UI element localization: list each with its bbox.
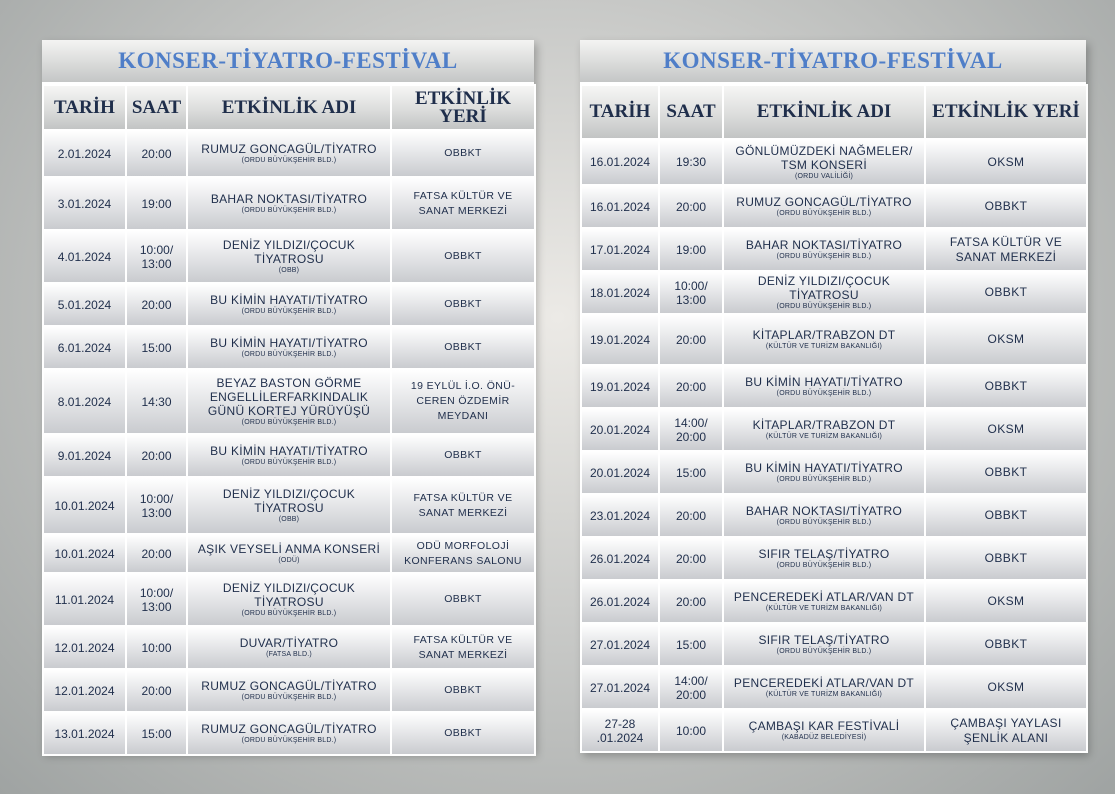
time-cell: 10:00/ 13:00 <box>126 573 187 626</box>
event-name: BAHAR NOKTASI/TİYATRO <box>210 192 368 206</box>
date-cell: 20.01.2024 <box>581 408 659 451</box>
schedule-panel-right <box>580 40 1086 752</box>
time-cell: 19:00 <box>659 228 723 271</box>
event-name: AŞIK VEYSELİ ANMA KONSERİ <box>197 542 381 556</box>
event-cell <box>187 230 391 283</box>
event-cell <box>187 177 391 230</box>
event-organizer: (ORDU BÜYÜKŞEHİR BLD.) <box>241 308 337 315</box>
venue-cell: OBBKT <box>925 494 1087 537</box>
event-cell <box>187 669 391 712</box>
time-cell: 14:00/ 20:00 <box>659 408 723 451</box>
event-organizer: (KÜLTÜR VE TURİZM BAKANLIĞI) <box>765 433 883 440</box>
venue-cell: FATSA KÜLTÜR VE SANAT MERKEZİ <box>925 228 1087 271</box>
date-cell: 27.01.2024 <box>581 666 659 709</box>
event-name: DENİZ YILDIZI/ÇOCUK TİYATROSU <box>222 238 356 266</box>
event-name: BU KİMİN HAYATI/TİYATRO <box>210 293 368 307</box>
time-cell: 15:00 <box>126 326 187 369</box>
event-cell <box>723 228 925 271</box>
event-cell <box>187 573 391 626</box>
time-cell: 20:00 <box>126 534 187 573</box>
table-row <box>43 534 535 573</box>
table-row <box>43 626 535 669</box>
venue-cell: OKSM <box>925 580 1087 623</box>
time-cell: 20:00 <box>659 314 723 365</box>
time-cell: 14:30 <box>126 369 187 434</box>
date-cell: 6.01.2024 <box>43 326 126 369</box>
event-cell <box>187 434 391 477</box>
table-row <box>43 369 535 434</box>
time-cell: 19:00 <box>126 177 187 230</box>
header-time: SAAT <box>126 85 187 130</box>
time-cell: 20:00 <box>659 537 723 580</box>
header-row <box>43 85 535 130</box>
event-name: SIFIR TELAŞ/TİYATRO <box>758 633 890 647</box>
event-name: BEYAZ BASTON GÖRME ENGELLİLERFARKINDALIK GÜNÜ KORTEJ YÜRÜYÜŞÜ <box>207 376 371 418</box>
table-row <box>581 185 1087 228</box>
time-cell: 20:00 <box>126 434 187 477</box>
event-name: DENİZ YILDIZI/ÇOCUK TİYATROSU <box>222 487 356 515</box>
event-organizer: (ORDU BÜYÜKŞEHİR BLD.) <box>776 648 872 655</box>
event-name: RUMUZ GONCAGÜL/TİYATRO <box>201 142 377 156</box>
time-cell: 10:00/ 13:00 <box>659 271 723 314</box>
event-name: BU KİMİN HAYATI/TİYATRO <box>210 336 368 350</box>
time-cell: 10:00 <box>126 626 187 669</box>
event-name: BAHAR NOKTASI/TİYATRO <box>745 238 903 252</box>
event-organizer: (ORDU BÜYÜKŞEHİR BLD.) <box>776 210 872 217</box>
event-cell <box>723 666 925 709</box>
date-cell: 10.01.2024 <box>43 534 126 573</box>
venue-cell: OBBKT <box>391 326 535 369</box>
table-row <box>43 177 535 230</box>
date-cell: 12.01.2024 <box>43 626 126 669</box>
venue-cell: ODÜ MORFOLOJİ KONFERANS SALONU <box>391 534 535 573</box>
date-cell: 13.01.2024 <box>43 712 126 755</box>
venue-cell: OBBKT <box>391 230 535 283</box>
event-cell <box>187 130 391 177</box>
event-cell <box>723 537 925 580</box>
table-row <box>581 228 1087 271</box>
event-organizer: (ORDU BÜYÜKŞEHİR BLD.) <box>776 476 872 483</box>
venue-cell: OBBKT <box>391 712 535 755</box>
header-time: SAAT <box>659 85 723 139</box>
venue-cell: OBBKT <box>925 623 1087 666</box>
event-name: PENCEREDEKİ ATLAR/VAN DT <box>733 590 915 604</box>
event-name: DUVAR/TİYATRO <box>239 636 339 650</box>
table-row <box>43 130 535 177</box>
date-cell: 18.01.2024 <box>581 271 659 314</box>
venue-cell: FATSA KÜLTÜR VE SANAT MERKEZİ <box>391 477 535 534</box>
event-cell <box>723 451 925 494</box>
event-name: KİTAPLAR/TRABZON DT <box>752 328 896 342</box>
table-row <box>43 434 535 477</box>
event-name: BU KİMİN HAYATI/TİYATRO <box>745 375 903 389</box>
date-cell: 19.01.2024 <box>581 365 659 408</box>
table-row <box>43 712 535 755</box>
time-cell: 15:00 <box>659 451 723 494</box>
date-cell: 20.01.2024 <box>581 451 659 494</box>
venue-cell: OKSM <box>925 139 1087 185</box>
time-cell: 10:00/ 13:00 <box>126 477 187 534</box>
date-cell: 27-28 .01.2024 <box>581 709 659 752</box>
table-row <box>43 230 535 283</box>
schedule-panel-left <box>42 40 534 752</box>
date-cell: 26.01.2024 <box>581 537 659 580</box>
date-cell: 8.01.2024 <box>43 369 126 434</box>
event-cell <box>723 623 925 666</box>
venue-cell: OKSM <box>925 314 1087 365</box>
header-row <box>581 85 1087 139</box>
table-row <box>581 139 1087 185</box>
event-organizer: (KABADÜZ BELEDİYESİ) <box>781 734 867 741</box>
venue-cell: FATSA KÜLTÜR VE SANAT MERKEZİ <box>391 626 535 669</box>
venue-cell: OBBKT <box>391 669 535 712</box>
time-cell: 20:00 <box>126 283 187 326</box>
venue-cell: OBBKT <box>925 185 1087 228</box>
venue-cell: OKSM <box>925 666 1087 709</box>
event-name: SIFIR TELAŞ/TİYATRO <box>758 547 890 561</box>
event-organizer: (KÜLTÜR VE TURİZM BAKANLIĞI) <box>765 691 883 698</box>
event-organizer: (ORDU BÜYÜKŞEHİR BLD.) <box>241 459 337 466</box>
venue-cell: OKSM <box>925 408 1087 451</box>
event-name: DENİZ YILDIZI/ÇOCUK TİYATROSU <box>222 581 356 609</box>
event-organizer: (OBB) <box>278 516 300 523</box>
venue-cell: OBBKT <box>391 573 535 626</box>
event-organizer: (ORDU BÜYÜKŞEHİR BLD.) <box>241 351 337 358</box>
event-cell <box>723 365 925 408</box>
venue-cell: FATSA KÜLTÜR VE SANAT MERKEZİ <box>391 177 535 230</box>
event-name: PENCEREDEKİ ATLAR/VAN DT <box>733 676 915 690</box>
event-name: RUMUZ GONCAGÜL/TİYATRO <box>201 722 377 736</box>
date-cell: 23.01.2024 <box>581 494 659 537</box>
event-cell <box>723 314 925 365</box>
date-cell: 17.01.2024 <box>581 228 659 271</box>
event-organizer: (ORDU BÜYÜKŞEHİR BLD.) <box>776 303 872 310</box>
date-cell: 27.01.2024 <box>581 623 659 666</box>
event-cell <box>187 626 391 669</box>
event-organizer: (KÜLTÜR VE TURİZM BAKANLIĞI) <box>765 605 883 612</box>
event-name: RUMUZ GONCAGÜL/TİYATRO <box>736 195 912 209</box>
date-cell: 3.01.2024 <box>43 177 126 230</box>
time-cell: 20:00 <box>659 580 723 623</box>
panel-title: KONSER-TİYATRO-FESTİVAL <box>580 40 1086 84</box>
date-cell: 2.01.2024 <box>43 130 126 177</box>
date-cell: 11.01.2024 <box>43 573 126 626</box>
venue-cell: OBBKT <box>391 434 535 477</box>
event-organizer: (ORDU BÜYÜKŞEHİR BLD.) <box>776 519 872 526</box>
event-cell <box>723 408 925 451</box>
date-cell: 9.01.2024 <box>43 434 126 477</box>
event-cell <box>187 283 391 326</box>
time-cell: 15:00 <box>659 623 723 666</box>
event-name: GÖNLÜMÜZDEKİ NAĞMELER/ TSM KONSERİ <box>735 143 913 172</box>
date-cell: 26.01.2024 <box>581 580 659 623</box>
table-row <box>581 271 1087 314</box>
event-name: BAHAR NOKTASI/TİYATRO <box>745 504 903 518</box>
time-cell: 20:00 <box>126 130 187 177</box>
header-date: TARİH <box>581 85 659 139</box>
event-organizer: (ORDU BÜYÜKŞEHİR BLD.) <box>241 610 337 617</box>
header-date: TARİH <box>43 85 126 130</box>
date-cell: 4.01.2024 <box>43 230 126 283</box>
table-row <box>43 573 535 626</box>
event-cell <box>187 326 391 369</box>
event-cell <box>187 712 391 755</box>
table-row <box>581 451 1087 494</box>
time-cell: 20:00 <box>659 185 723 228</box>
table-row <box>581 314 1087 365</box>
venue-cell: ÇAMBAŞI YAYLASI ŞENLİK ALANI <box>925 709 1087 752</box>
event-organizer: (ORDU BÜYÜKŞEHİR BLD.) <box>776 562 872 569</box>
time-cell: 20:00 <box>659 494 723 537</box>
event-name: BU KİMİN HAYATI/TİYATRO <box>745 461 903 475</box>
event-organizer: (ODÜ) <box>278 557 300 564</box>
event-cell <box>723 139 925 185</box>
event-cell <box>723 709 925 752</box>
table-row <box>581 408 1087 451</box>
event-cell <box>723 271 925 314</box>
event-cell <box>723 185 925 228</box>
panel-title: KONSER-TİYATRO-FESTİVAL <box>42 40 534 84</box>
date-cell: 19.01.2024 <box>581 314 659 365</box>
event-organizer: (ORDU BÜYÜKŞEHİR BLD.) <box>241 207 337 214</box>
table-row <box>43 669 535 712</box>
table-row <box>581 623 1087 666</box>
table-row <box>581 537 1087 580</box>
event-organizer: (ORDU BÜYÜKŞEHİR BLD.) <box>241 694 337 701</box>
table-row <box>581 494 1087 537</box>
event-organizer: (OBB) <box>278 267 300 274</box>
venue-cell: 19 EYLÜL İ.O. ÖNÜ-CEREN ÖZDEMİR MEYDANI <box>391 369 535 434</box>
event-organizer: (KÜLTÜR VE TURİZM BAKANLIĞI) <box>765 343 883 350</box>
schedule-table <box>580 84 1088 753</box>
table-row <box>43 477 535 534</box>
venue-cell: OBBKT <box>391 130 535 177</box>
event-name: BU KİMİN HAYATI/TİYATRO <box>210 444 368 458</box>
schedule-table <box>42 84 536 756</box>
time-cell: 19:30 <box>659 139 723 185</box>
venue-cell: OBBKT <box>925 537 1087 580</box>
event-cell <box>187 477 391 534</box>
date-cell: 12.01.2024 <box>43 669 126 712</box>
event-name: DENİZ YILDIZI/ÇOCUK TİYATROSU <box>757 274 891 302</box>
time-cell: 10:00/ 13:00 <box>126 230 187 283</box>
venue-cell: OBBKT <box>925 271 1087 314</box>
header-venue: ETKİNLİK YERİ <box>925 85 1087 139</box>
date-cell: 10.01.2024 <box>43 477 126 534</box>
event-name: KİTAPLAR/TRABZON DT <box>752 418 896 432</box>
event-organizer: (ORDU BÜYÜKŞEHİR BLD.) <box>241 157 337 164</box>
venue-cell: OBBKT <box>391 283 535 326</box>
table-row <box>581 709 1087 752</box>
table-row <box>43 283 535 326</box>
table-row <box>43 326 535 369</box>
venue-cell: OBBKT <box>925 451 1087 494</box>
time-cell: 20:00 <box>126 669 187 712</box>
date-cell: 16.01.2024 <box>581 139 659 185</box>
event-organizer: (ORDU BÜYÜKŞEHİR BLD.) <box>776 390 872 397</box>
header-event: ETKİNLİK ADI <box>723 85 925 139</box>
time-cell: 15:00 <box>126 712 187 755</box>
table-row <box>581 365 1087 408</box>
event-name: RUMUZ GONCAGÜL/TİYATRO <box>201 679 377 693</box>
event-organizer: (FATSA BLD.) <box>266 651 312 658</box>
table-row <box>581 666 1087 709</box>
event-cell <box>723 494 925 537</box>
header-venue: ETKİNLİK YERİ <box>391 85 535 130</box>
event-organizer: (ORDU BÜYÜKŞEHİR BLD.) <box>241 419 337 426</box>
time-cell: 10:00 <box>659 709 723 752</box>
event-cell <box>187 534 391 573</box>
header-event: ETKİNLİK ADI <box>187 85 391 130</box>
event-name: ÇAMBAŞI KAR FESTİVALİ <box>748 719 900 733</box>
event-cell <box>187 369 391 434</box>
time-cell: 14:00/ 20:00 <box>659 666 723 709</box>
event-organizer: (ORDU BÜYÜKŞEHİR BLD.) <box>776 253 872 260</box>
date-cell: 5.01.2024 <box>43 283 126 326</box>
event-organizer: (ORDU VALİLİĞİ) <box>794 172 854 180</box>
time-cell: 20:00 <box>659 365 723 408</box>
event-cell <box>723 580 925 623</box>
event-organizer: (ORDU BÜYÜKŞEHİR BLD.) <box>241 737 337 744</box>
date-cell: 16.01.2024 <box>581 185 659 228</box>
table-row <box>581 580 1087 623</box>
venue-cell: OBBKT <box>925 365 1087 408</box>
